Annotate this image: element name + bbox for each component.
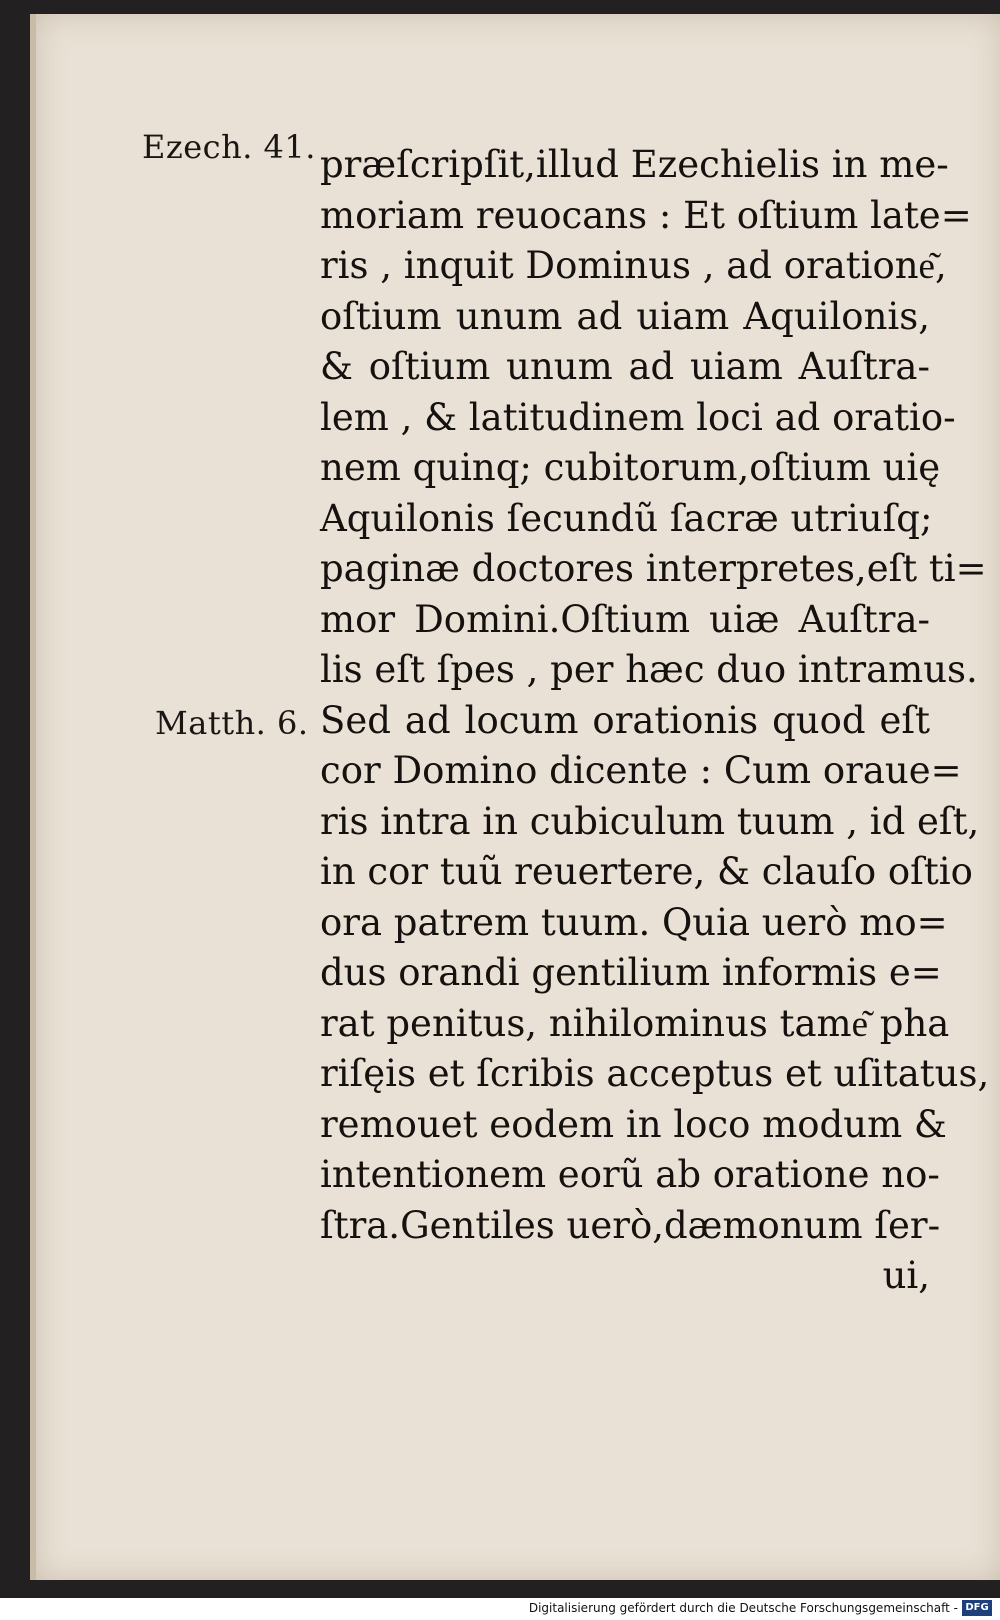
text-line: oſtium unum ad uiam Aquilonis, [320,294,930,338]
text-line: in cor tuũ reuertere, & clauſo oſtio [320,850,973,893]
text-line: præſcripſit,illud Ezechielis in me- [320,143,949,186]
text-line: rat penitus, nihilominus tame͂ pha [320,1001,950,1045]
text-line: intentionem eorũ ab oratione no- [320,1153,940,1196]
text-line: dus orandi gentilium informis e= [320,951,942,994]
text-line: Aquilonis ſecundũ ſacræ utriuſq; [320,496,933,540]
text-line: moriam reuocans : Et oſtium late= [320,193,972,237]
text-line: paginæ doctores interpretes,eſt ti= [320,547,987,590]
text-line: riſęis et ſcribis acceptus et uſitatus, [320,1052,990,1095]
text-line: Sed ad locum orationis quod eſt [320,698,930,742]
text-line: mor Domini.Oſtium uiæ Auſtra- [320,597,930,641]
text-line: & oſtium unum ad uiam Auſtra- [320,345,930,388]
dfg-logo: DFG [962,1600,992,1616]
text-line: lem , & latitudinem loci ad oratio- [320,395,956,439]
margin-note-ezech: Ezech. 41. [142,128,316,166]
text-line: ora patrem tuum. Quia uerò mo= [320,900,948,944]
text-line: remouet eodem in loco modum & [320,1102,947,1146]
text-line: lis eſt ſpes , per hæc duo intramus. [320,648,978,691]
text-line: nem quinq; cubitorum,oſtium uię [320,446,941,489]
funding-credit: Digitalisierung gefördert durch die Deutsche Forschungsgemeinschaft - [528,1601,958,1615]
text-line: ris , inquit Dominus , ad oratione͂, [320,244,947,287]
text-line: cor Domino dicente : Cum oraue= [320,749,962,792]
text-line: ſtra.Gentiles uerò,dæmonum ſer- [320,1203,941,1247]
margin-note-matth: Matth. 6. [155,704,309,742]
catchword: ui, [882,1254,930,1297]
text-line: ris intra in cubiculum tuum , id eſt, [320,799,980,843]
body-text [320,140,990,1302]
